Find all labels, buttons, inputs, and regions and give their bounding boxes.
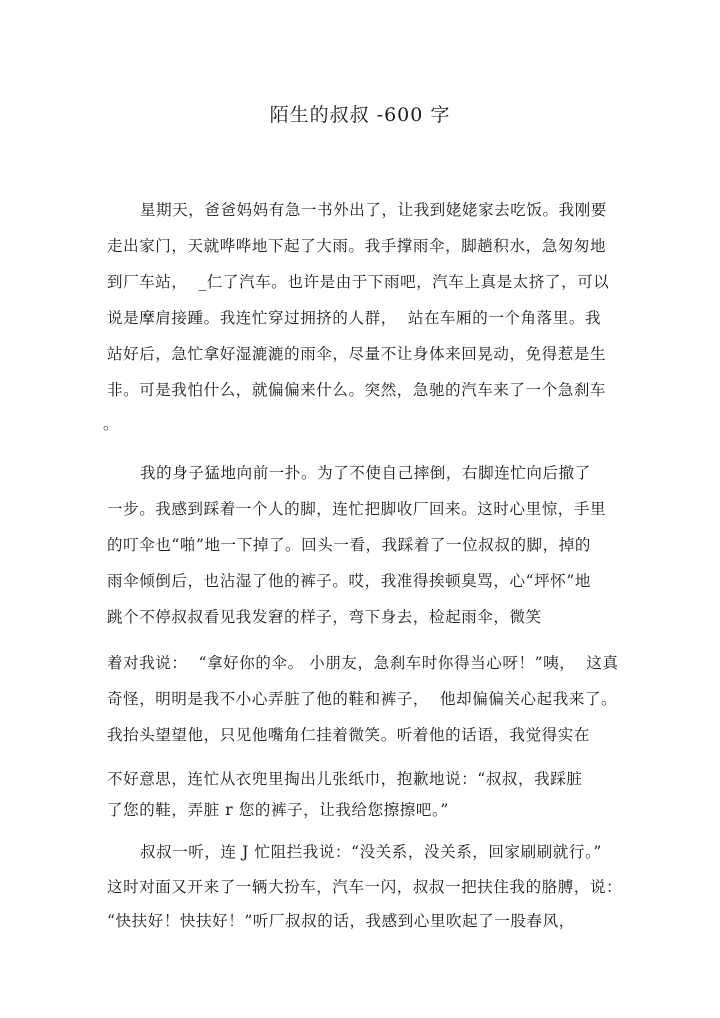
text-line: 站好后，急忙拿好湿漉漉的雨伞，尽量不让身体来回晃动，免得惹是生 [107,345,607,363]
text-line: “快扶好！快扶好！”听厂叔叔的话，我感到心里吹起了一股春风， [107,912,575,930]
text-line: 。 [103,415,120,433]
text-line: 非。可是我怕什么，就偏偏来什么。突然，急驰的汽车来了一个急刹车 [107,381,607,399]
text-line: 走出家门，天就哗哗地下起了大雨。我手撑雨伞，脚趟积水，急匆匆地 [107,237,607,255]
document-title: 陌生的叔叔 -600 字 [269,104,451,126]
text-line: 我抬头望望他，只见他嘴角仁挂着微笑。听着他的话语，我觉得实在 [107,726,591,744]
text-line: 这时对面又开来了一辆大扮车，汽车一闪，叔叔一把扶住我的胳膊，说： [107,878,623,896]
text-line: 我的身子猛地向前一扑。为了不使自己摔倒，右脚连忙向后撤了 [140,464,591,482]
text-line: 说是摩肩接踵。我连忙穿过拥挤的人群， 站在车厢的一个角落里。我 [107,309,602,327]
text-line: 跳个不停叔叔看见我发窘的样子，弯下身去，检起雨伞，微笑 [107,608,542,626]
text-line: 的叮伞也“啪”地一下掉了。回头一看，我踩着了一位叔叔的脚，掉的 [107,536,591,554]
text-line: 雨伞倾倒后，也沾湿了他的裤子。哎，我准得挨顿臭骂，心“坪怀”地 [107,572,591,590]
text-line: 不好意思，连忙从衣兜里掏出儿张纸巾，抱歉地说：“叔叔，我踩脏 [107,770,583,788]
text-line: 叔叔一听，连 J 忙阻拦我说：“没关系，没关系，回家刷刷就行。” [140,843,602,861]
text-line: 星期天，爸爸妈妈有急一书外出了，让我到姥姥家去吃饭。我刚要 [140,201,607,219]
text-line: 一步。我感到踩着一个人的脚，连忙把脚收厂回来。这时心里惊，手里 [107,500,607,518]
text-line: 着对我说： “拿好你的伞。 小朋友，急刹车时你得当心呀！”咦， 这真 [107,654,619,672]
text-line: 奇怪，明明是我不小心弄脏了他的鞋和裤子， 他却偏偏关心起我来了。 [107,690,618,708]
text-line: 了您的鞋，弄脏 r 您的裤子，让我给您擦擦吧。” [107,801,449,819]
text-line: 到厂车站， _仁了汽车。也许是由于下雨吧，汽车上真是太挤了，可以 [107,273,610,291]
